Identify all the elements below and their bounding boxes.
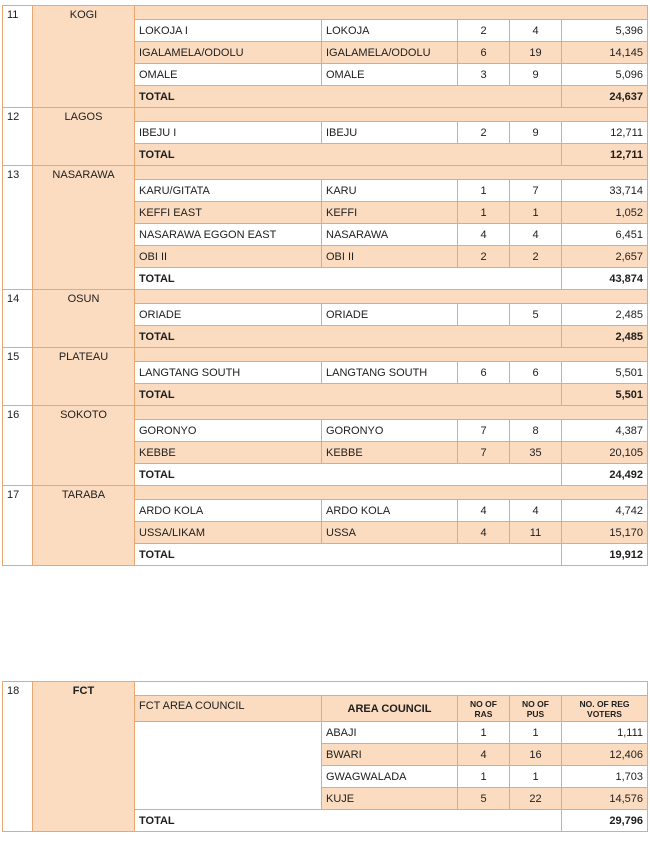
- total-label: TOTAL: [135, 144, 562, 166]
- pus-count: 6: [510, 362, 562, 384]
- ras-count: 4: [458, 522, 510, 544]
- voters-count: 12,711: [562, 122, 648, 144]
- voters-count: 1,703: [562, 766, 648, 788]
- pus-count: 4: [510, 20, 562, 42]
- lga-name: IGALAMELA/ODOLU: [135, 42, 322, 64]
- state-name: NASARAWA: [33, 166, 135, 290]
- area-council-name: GWAGWALADA: [322, 766, 458, 788]
- state-sn: 14: [3, 290, 33, 348]
- state-blank-row: [135, 486, 648, 500]
- ras-count: 4: [458, 224, 510, 246]
- state-blank-row: [135, 682, 648, 696]
- lga-name: LOKOJA I: [135, 20, 322, 42]
- pus-count: 35: [510, 442, 562, 464]
- fct-area-council-label: FCT AREA COUNCIL: [135, 696, 322, 722]
- pus-count: 4: [510, 224, 562, 246]
- state-name: FCT: [33, 682, 135, 832]
- state-sn: 11: [3, 6, 33, 108]
- ras-count: 6: [458, 362, 510, 384]
- pus-count: 5: [510, 304, 562, 326]
- voters-count: 12,406: [562, 744, 648, 766]
- state-sn: 16: [3, 406, 33, 486]
- total-value: 29,796: [562, 810, 648, 832]
- total-value: 24,492: [562, 464, 648, 486]
- state-blank-row: [135, 6, 648, 20]
- pus-count: 16: [510, 744, 562, 766]
- state-header-row: [3, 486, 648, 500]
- state-blank-row: [135, 406, 648, 420]
- total-label: TOTAL: [135, 268, 562, 290]
- total-value: 19,912: [562, 544, 648, 566]
- ras-count: 2: [458, 122, 510, 144]
- state-header-row: [3, 108, 648, 122]
- state-blank-row: [135, 348, 648, 362]
- state-sn: 18: [3, 682, 33, 832]
- ras-count: 7: [458, 442, 510, 464]
- area-council-name: KUJE: [322, 788, 458, 810]
- ras-count: 3: [458, 64, 510, 86]
- ras-count: 4: [458, 500, 510, 522]
- state-sn: 15: [3, 348, 33, 406]
- ward-name: IGALAMELA/ODOLU: [322, 42, 458, 64]
- total-label: TOTAL: [135, 810, 562, 832]
- ward-name: NASARAWA: [322, 224, 458, 246]
- total-value: 5,501: [562, 384, 648, 406]
- pus-count: 2: [510, 246, 562, 268]
- pus-count: 1: [510, 202, 562, 224]
- voters-count: 6,451: [562, 224, 648, 246]
- ward-name: OBI II: [322, 246, 458, 268]
- ras-count: 7: [458, 420, 510, 442]
- header-no-of-ras: NO OF RAS: [458, 696, 510, 722]
- lga-name: ARDO KOLA: [135, 500, 322, 522]
- ras-count: 1: [458, 766, 510, 788]
- lga-name: IBEJU I: [135, 122, 322, 144]
- area-council-name: BWARI: [322, 744, 458, 766]
- state-name: OSUN: [33, 290, 135, 348]
- lga-name: OMALE: [135, 64, 322, 86]
- voters-count: 2,657: [562, 246, 648, 268]
- header-no-of-reg-voters: NO. OF REG VOTERS: [562, 696, 648, 722]
- state-header-row: [3, 406, 648, 420]
- header-no-of-pus: NO OF PUS: [510, 696, 562, 722]
- lga-name: KEFFI EAST: [135, 202, 322, 224]
- ras-count: 2: [458, 246, 510, 268]
- pus-count: 1: [510, 722, 562, 744]
- state-header-row: [3, 166, 648, 180]
- state-name: PLATEAU: [33, 348, 135, 406]
- pus-count: 11: [510, 522, 562, 544]
- voters-count: 14,145: [562, 42, 648, 64]
- voters-count: 1,111: [562, 722, 648, 744]
- state-header-row: [3, 348, 648, 362]
- total-value: 24,637: [562, 86, 648, 108]
- pus-count: 4: [510, 500, 562, 522]
- ras-count: 1: [458, 722, 510, 744]
- ras-count: 5: [458, 788, 510, 810]
- voters-count: 2,485: [562, 304, 648, 326]
- pus-count: 7: [510, 180, 562, 202]
- lga-name: GORONYO: [135, 420, 322, 442]
- state-blank-row: [135, 166, 648, 180]
- lga-name: ORIADE: [135, 304, 322, 326]
- state-name: SOKOTO: [33, 406, 135, 486]
- lga-name: KARU/GITATA: [135, 180, 322, 202]
- voters-count: 1,052: [562, 202, 648, 224]
- pus-count: 9: [510, 64, 562, 86]
- voters-count: 4,387: [562, 420, 648, 442]
- total-label: TOTAL: [135, 544, 562, 566]
- state-header-row: [3, 6, 648, 20]
- lga-name: KEBBE: [135, 442, 322, 464]
- ward-name: LANGTANG SOUTH: [322, 362, 458, 384]
- state-sn: 17: [3, 486, 33, 566]
- state-name: TARABA: [33, 486, 135, 566]
- pus-count: 1: [510, 766, 562, 788]
- voters-count: 5,096: [562, 64, 648, 86]
- pus-count: 9: [510, 122, 562, 144]
- fct-table: [2, 681, 648, 832]
- total-value: 2,485: [562, 326, 648, 348]
- fct-spacer: [135, 722, 322, 810]
- total-label: TOTAL: [135, 384, 562, 406]
- total-label: TOTAL: [135, 326, 562, 348]
- total-label: TOTAL: [135, 86, 562, 108]
- header-area-council: AREA COUNCIL: [322, 696, 458, 722]
- pus-count: 22: [510, 788, 562, 810]
- state-header-row: [3, 290, 648, 304]
- ward-name: GORONYO: [322, 420, 458, 442]
- ras-count: 2: [458, 20, 510, 42]
- pus-count: 8: [510, 420, 562, 442]
- voters-count: 33,714: [562, 180, 648, 202]
- lga-name: NASARAWA EGGON EAST: [135, 224, 322, 246]
- states-table: [2, 5, 648, 566]
- ward-name: IBEJU: [322, 122, 458, 144]
- voters-count: 5,396: [562, 20, 648, 42]
- total-value: 12,711: [562, 144, 648, 166]
- voters-count: 20,105: [562, 442, 648, 464]
- total-value: 43,874: [562, 268, 648, 290]
- state-blank-row: [135, 108, 648, 122]
- state-name: KOGI: [33, 6, 135, 108]
- ward-name: KEFFI: [322, 202, 458, 224]
- ward-name: ORIADE: [322, 304, 458, 326]
- ras-count: [458, 304, 510, 326]
- ward-name: KARU: [322, 180, 458, 202]
- state-name: LAGOS: [33, 108, 135, 166]
- ras-count: 1: [458, 180, 510, 202]
- lga-name: OBI II: [135, 246, 322, 268]
- pus-count: 19: [510, 42, 562, 64]
- ras-count: 6: [458, 42, 510, 64]
- ward-name: KEBBE: [322, 442, 458, 464]
- voters-count: 14,576: [562, 788, 648, 810]
- lga-name: LANGTANG SOUTH: [135, 362, 322, 384]
- voters-count: 5,501: [562, 362, 648, 384]
- state-sn: 13: [3, 166, 33, 290]
- area-council-name: ABAJI: [322, 722, 458, 744]
- ward-name: OMALE: [322, 64, 458, 86]
- total-label: TOTAL: [135, 464, 562, 486]
- ras-count: 1: [458, 202, 510, 224]
- state-sn: 12: [3, 108, 33, 166]
- voters-count: 4,742: [562, 500, 648, 522]
- ras-count: 4: [458, 744, 510, 766]
- voters-count: 15,170: [562, 522, 648, 544]
- ward-name: USSA: [322, 522, 458, 544]
- lga-name: USSA/LIKAM: [135, 522, 322, 544]
- state-blank-row: [135, 290, 648, 304]
- ward-name: ARDO KOLA: [322, 500, 458, 522]
- ward-name: LOKOJA: [322, 20, 458, 42]
